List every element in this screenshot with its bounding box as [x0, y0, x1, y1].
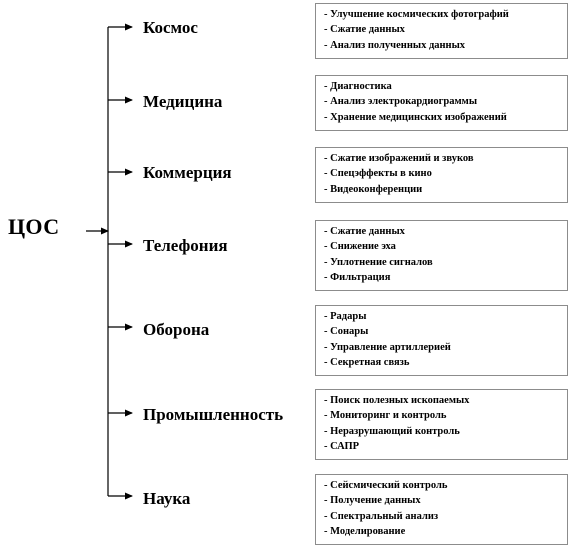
- detail-item: - Управление артиллерией: [324, 340, 567, 355]
- detail-box: [315, 474, 568, 545]
- detail-item: - Улучшение космических фотографий: [324, 7, 567, 22]
- detail-item: - Неразрушающий контроль: [324, 424, 567, 439]
- detail-item: - Хранение медицинских изображений: [324, 110, 567, 125]
- category-label: Оборона: [143, 320, 210, 339]
- branch-arrows: [108, 27, 132, 496]
- detail-item: - Сейсмический контроль: [324, 478, 567, 493]
- detail-box: [315, 389, 568, 460]
- detail-item: - Уплотнение сигналов: [324, 255, 567, 270]
- detail-item: - Фильтрация: [324, 270, 567, 285]
- detail-item: - Анализ электрокардиограммы: [324, 94, 567, 109]
- detail-item: - Секретная связь: [324, 355, 567, 370]
- detail-item: - Моделирование: [324, 524, 567, 539]
- detail-item: - Снижение эха: [324, 239, 567, 254]
- detail-item: - Анализ полученных данных: [324, 38, 567, 53]
- detail-item: - Спектральный анализ: [324, 509, 567, 524]
- detail-item: - Видеоконференции: [324, 182, 567, 197]
- category-label: Промышленность: [143, 405, 284, 424]
- category-label: Космос: [143, 18, 198, 37]
- detail-item: - Радары: [324, 309, 567, 324]
- category-label: Телефония: [143, 236, 228, 255]
- detail-item: - Спецэффекты в кино: [324, 166, 567, 181]
- detail-item: - Сжатие данных: [324, 22, 567, 37]
- detail-item: - Сонары: [324, 324, 567, 339]
- detail-item: - Диагностика: [324, 79, 567, 94]
- detail-box: [315, 75, 568, 131]
- detail-item: - Сжатие данных: [324, 224, 567, 239]
- detail-item: - Сжатие изображений и звуков: [324, 151, 567, 166]
- detail-item: - Мониторинг и контроль: [324, 408, 567, 423]
- detail-item: - Поиск полезных ископаемых: [324, 393, 567, 408]
- detail-box: [315, 3, 568, 59]
- detail-box: [315, 147, 568, 203]
- category-label: Наука: [143, 489, 191, 508]
- detail-box: [315, 220, 568, 291]
- detail-item: - Получение данных: [324, 493, 567, 508]
- detail-box: [315, 305, 568, 376]
- category-label: Медицина: [143, 92, 223, 111]
- root-label: ЦОС: [8, 214, 60, 239]
- category-label: Коммерция: [143, 163, 232, 182]
- detail-item: - САПР: [324, 439, 567, 454]
